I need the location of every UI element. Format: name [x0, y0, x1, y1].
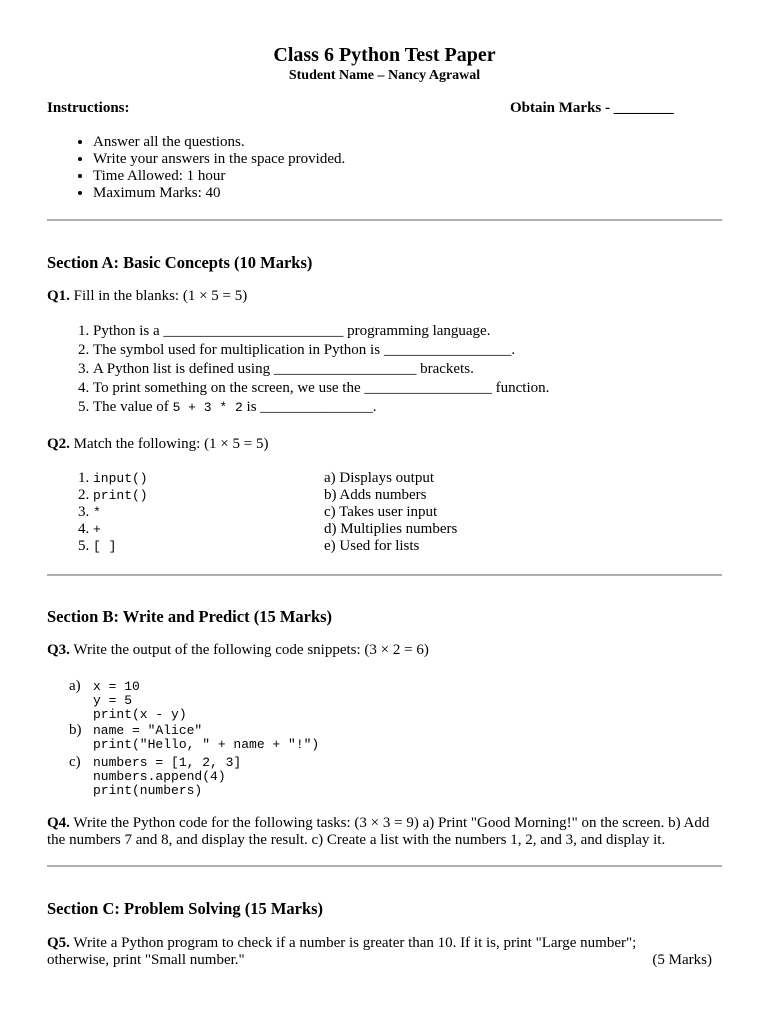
instructions-list [47, 134, 345, 202]
snippet-label: c) [69, 754, 81, 770]
q2-text: Match the following: (1 × 5 = 5) [73, 436, 269, 452]
code-term: input() [93, 471, 148, 486]
q4-label: Q4. [47, 815, 70, 831]
q1-label: Q1. [47, 288, 70, 304]
item-text: is _______________. [242, 399, 377, 415]
q1-prompt [47, 288, 247, 305]
q4-text: Write the Python code for the following tasks: (3 × 3 = 9) a) Print "Good Morning!" on the screen. b) Add the numbers 7 and 8, and display the result. c) Create a list with the numbers 1, 2, and 3, and display it. [47, 815, 710, 848]
instruction-item: • Write your answers in the space provided. [93, 151, 345, 168]
q5-prompt [47, 935, 657, 969]
section-a-heading: Section A: Basic Concepts (10 Marks) [47, 253, 313, 272]
code-block: x = 10 y = 5 print(x - y) [93, 679, 187, 722]
list-item [93, 538, 148, 555]
instructions-label: Instructions: [47, 100, 130, 116]
student-name: Student Name – Nancy Agrawal [288, 68, 481, 83]
section-b-heading: Section B: Write and Predict (15 Marks) [47, 607, 333, 626]
code-block: numbers = [1, 2, 3] numbers.append(4) print(numbers) [93, 755, 242, 798]
item-text: The value of [93, 399, 173, 415]
divider [47, 574, 722, 576]
q2-label: Q2. [47, 436, 70, 452]
instruction-item: • Time Allowed: 1 hour [93, 168, 345, 185]
match-option: e) Used for lists [324, 538, 420, 554]
instruction-item: • Answer all the questions. [93, 134, 345, 151]
list-item [93, 521, 148, 538]
page-title: Class 6 Python Test Paper [273, 44, 496, 66]
q3-text: Write the output of the following code snippets: (3 × 2 = 6) [73, 642, 429, 658]
code-term: [ ] [93, 539, 117, 554]
code-term: print() [93, 488, 148, 503]
match-option: b) Adds numbers [324, 487, 427, 503]
q3-prompt [47, 642, 429, 659]
list-item: 3. A Python list is defined using ___________________ brackets. [93, 360, 549, 379]
section-c-heading: Section C: Problem Solving (15 Marks) [47, 899, 324, 918]
code-block: name = "Alice" print("Hello, " + name + "!") [93, 723, 320, 752]
match-option: d) Multiplies numbers [324, 521, 458, 537]
q2-prompt [47, 436, 268, 453]
list-item [93, 487, 148, 504]
code-term: * [93, 505, 101, 520]
q2-left-list [47, 470, 148, 555]
code-term: + [93, 522, 101, 537]
q1-list [47, 322, 549, 417]
snippet-label: a) [69, 678, 81, 694]
inline-code: 5 + 3 * 2 [172, 400, 243, 415]
divider [47, 219, 722, 221]
list-item: 4. To print something on the screen, we use the _________________ function. [93, 379, 549, 398]
divider [47, 865, 722, 867]
list-item [93, 398, 549, 417]
q1-text: Fill in the blanks: (1 × 5 = 5) [73, 288, 248, 304]
q4-prompt [47, 815, 722, 849]
list-item [93, 504, 148, 521]
list-item: 2. The symbol used for multiplication in Python is _________________. [93, 341, 549, 360]
instruction-item: • Maximum Marks: 40 [93, 185, 345, 202]
q5-marks: (5 Marks) [652, 952, 712, 968]
list-item [93, 470, 148, 487]
q5-text: Write a Python program to check if a number is greater than 10. If it is, print "Large number"; otherwise, print "Small number." [47, 935, 637, 968]
q5-label: Q5. [47, 935, 70, 951]
snippet-label: b) [69, 722, 82, 738]
q2-right-list [324, 470, 457, 555]
q3-label: Q3. [47, 642, 70, 658]
list-item: 1. Python is a ________________________ programming language. [93, 322, 549, 341]
match-option: a) Displays output [324, 470, 434, 486]
match-option: c) Takes user input [324, 504, 438, 520]
obtain-marks: Obtain Marks - ________ [510, 100, 674, 116]
